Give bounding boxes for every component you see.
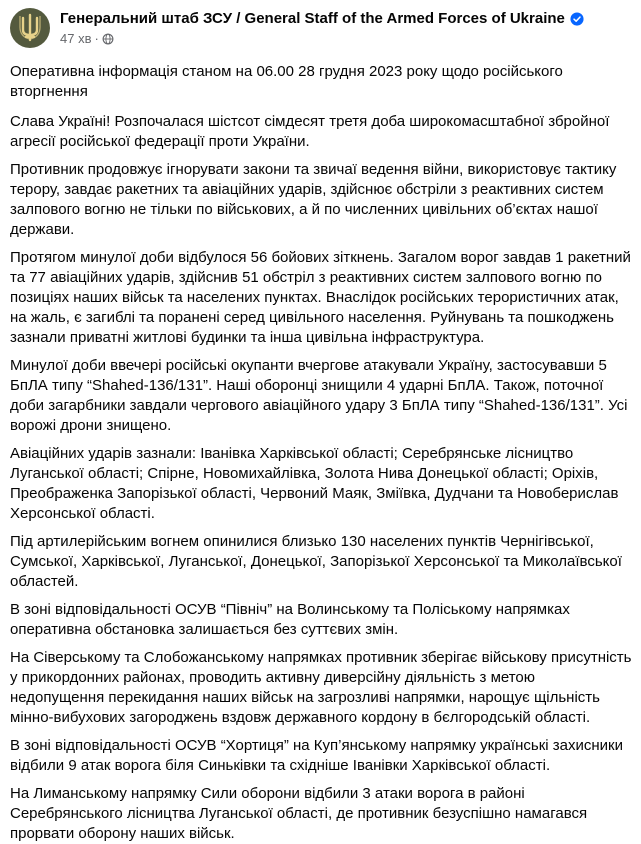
- meta-separator: ·: [94, 31, 99, 46]
- post-paragraph: В зоні відповідальності ОСУВ “Північ” на Волинському та Поліському напрямках оперативна обстановка залишається без суттєвих змін.: [10, 601, 570, 638]
- post-timestamp-link[interactable]: 47 хв: [60, 31, 92, 46]
- post-paragraph-title: Оперативна інформація станом на 06.00 28 грудня 2023 року щодо російського вторгнення: [10, 63, 563, 100]
- trident-emblem-icon: [17, 13, 43, 43]
- post-header: [10, 0, 633, 54]
- verified-badge-icon: [570, 12, 584, 26]
- post-paragraph: Слава Україні! Розпочалася шістсот сімдесят третя доба широкомасштабної збройної агресії російської федерації проти України.: [10, 113, 610, 150]
- post-paragraph: Минулої доби ввечері російські окупанти вчергове атакували Україну, застосувавши 5 БпЛА типу “Shahed-136/131”. Наші оборонці знищили 4 ударні БпЛА. Також, поточної доби загарбники завдали чергового авіаційного удару 3 БпЛА типу “Shahed-136/131”. Усі ворожі дрони знищено.: [10, 357, 628, 434]
- post-time-row: [60, 31, 584, 47]
- post-body: [10, 62, 633, 844]
- post-meta: [60, 8, 584, 47]
- post-paragraph: Авіаційних ударів зазнали: Іванівка Харківської області; Серебрянське лісництво Луганської області; Спірне, Новомихайлівка, Золота Нива Донецької області; Оріхів, Преображенка Запорізької області, Червоний Маяк, Зміївка, Дудчани та Новоберислав Херсонської області.: [10, 445, 619, 522]
- post-paragraph: На Сіверському та Слобожанському напрямках противник зберігає військову присутність у прикордонних районах, проводить активну диверсійну діяльність з метою недопущення перекидання наших військ на загрозливі напрямки, нарощує щільність мінно-вибухових загороджень вздовж державного кордону в бєлгородській області.: [10, 649, 632, 726]
- post-paragraph: Противник продовжує ігнорувати закони та звичаї ведення війни, використовує тактику терору, завдає ракетних та авіаційних ударів, здійснює обстріли з реактивних систем залпового вогню не тільки по військових, а й по численних цивільних об’єктах нашої держави.: [10, 161, 617, 238]
- post-paragraph: Протягом минулої доби відбулося 56 бойових зіткнень. Загалом ворог завдав 1 ракетний та 77 авіаційних ударів, здійснив 51 обстріл з реактивних систем залпового вогню по позиціях наших військ та населених пунктах. Внаслідок російських терористичних атак, на жаль, є загиблі та поранені серед цивільного населення. Руйнувань та пошкоджень зазнали приватні житлові будинки та інша цивільна інфраструктура.: [10, 249, 631, 346]
- post-paragraph: На Лиманському напрямку Сили оборони відбили 3 атаки ворога в районі Серебрянського лісництва Луганської області, де противник безуспішно намагався прорвати оборону наших військ.: [10, 785, 588, 842]
- page-avatar[interactable]: [10, 8, 50, 48]
- author-row: [60, 10, 584, 28]
- post-paragraph: Під артилерійським вогнем опинилися близько 130 населених пунктів Чернігівської, Сумської, Харківської, Луганської, Донецької, Запорізької Херсонської та Миколаївської областей.: [10, 533, 622, 590]
- globe-icon[interactable]: [102, 33, 114, 45]
- page-name-link[interactable]: Генеральний штаб ЗСУ / General Staff of the Armed Forces of Ukraine: [60, 10, 565, 27]
- post-paragraph: В зоні відповідальності ОСУВ “Хортиця” на Куп’янському напрямку українські захисники відбили 9 атак ворога біля Синьківки та східніше Іванівки Харківської області.: [10, 737, 623, 774]
